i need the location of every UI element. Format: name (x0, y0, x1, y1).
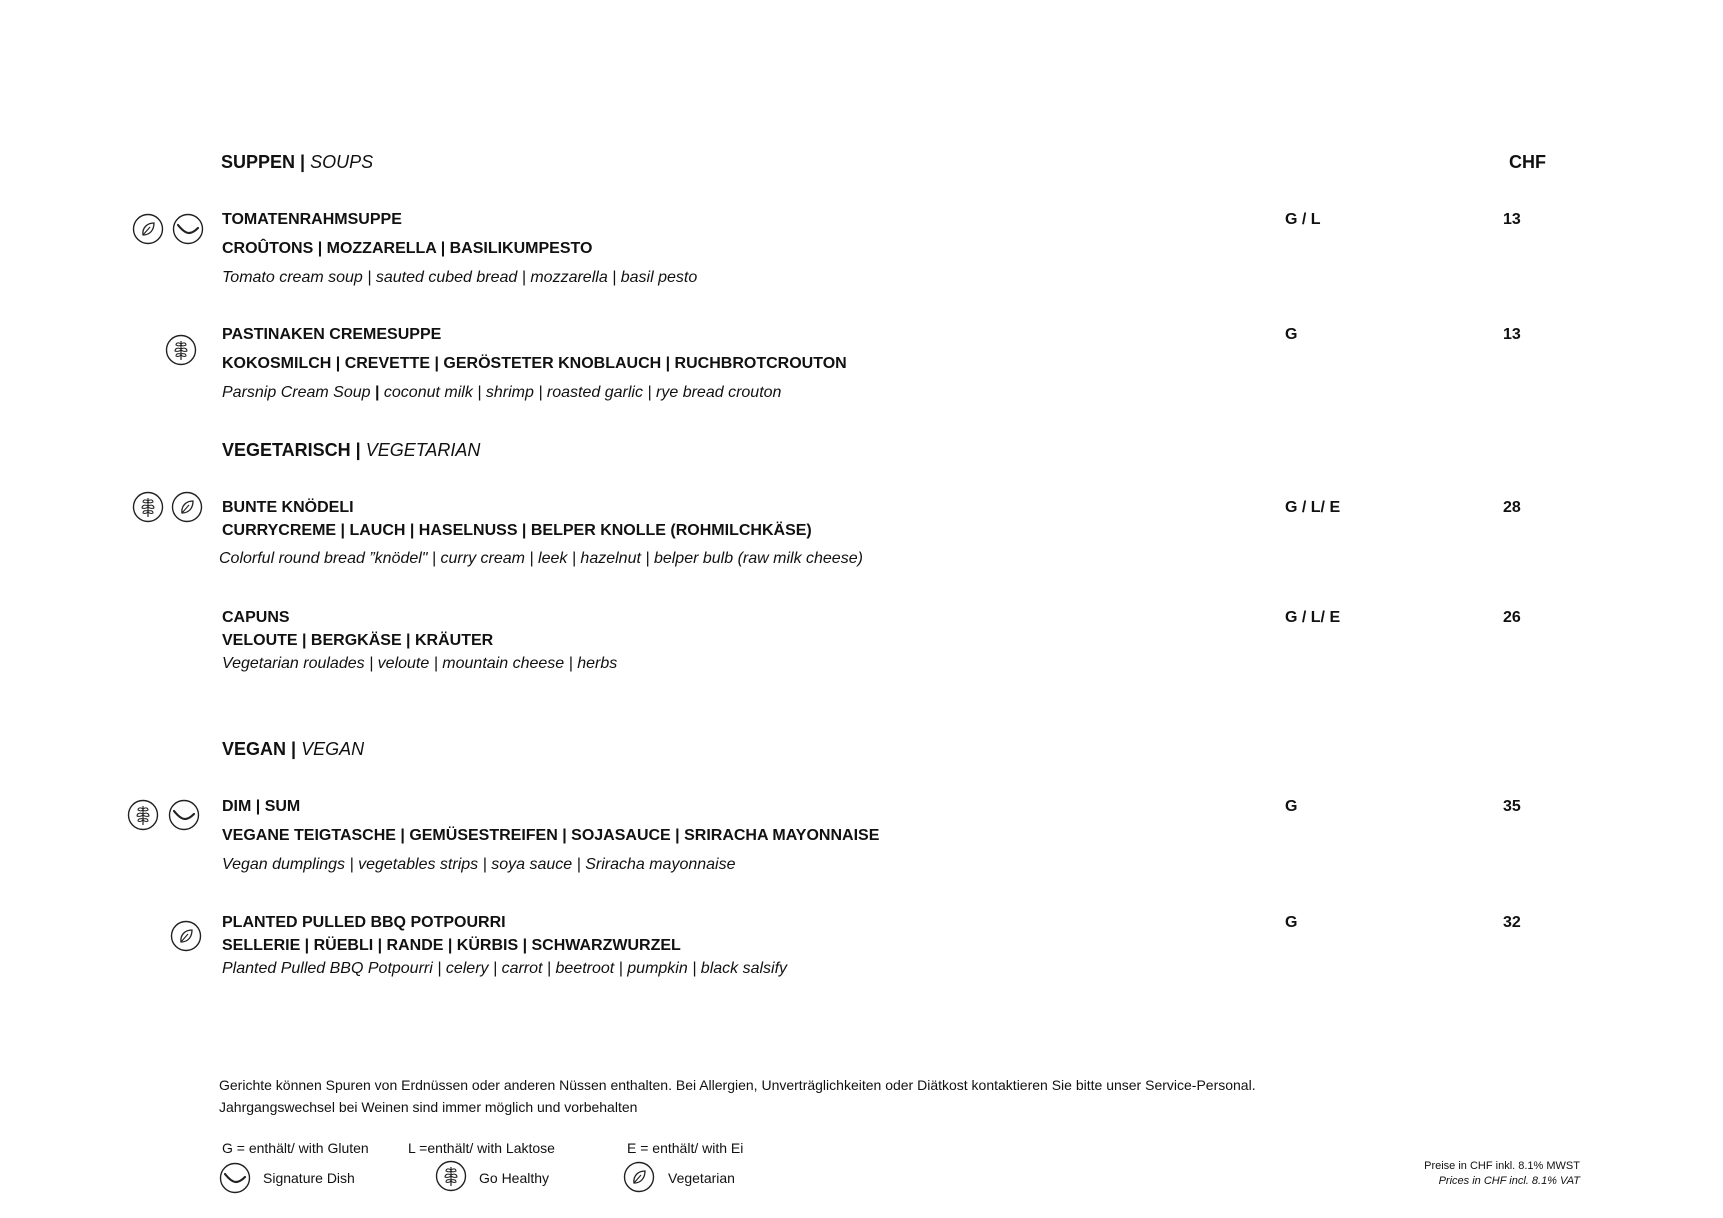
legend-vegetarian: Vegetarian (668, 1170, 735, 1186)
vegetarian-icon (623, 1161, 655, 1193)
dish-allergens: G / L/ E (1285, 499, 1341, 516)
dish-allergens: G (1285, 914, 1298, 931)
legend-gluten: G = enthält/ with Gluten (222, 1140, 369, 1156)
dish-price: 26 (1503, 609, 1521, 626)
vat-note-en: Prices in CHF incl. 8.1% VAT (1438, 1175, 1580, 1187)
vegetarian-icon (171, 491, 203, 523)
wine-vintage-note: Jahrgangswechsel bei Weinen sind immer möglich und vorbehalten (219, 1099, 638, 1115)
currency-header: CHF (1509, 152, 1546, 172)
dish-allergens: G / L/ E (1285, 609, 1341, 626)
dish-description-title: Parsnip Cream Soup (222, 384, 371, 401)
vegetarian-icon (132, 213, 164, 245)
legend-healthy: Go Healthy (479, 1170, 550, 1186)
section-title-de: VEGAN | (222, 739, 297, 759)
signature-dish-icon (172, 213, 204, 245)
section-title-en: SOUPS (310, 152, 374, 172)
dish-name: DIM | SUM (222, 798, 301, 815)
dish-ingredients: KOKOSMILCH | CREVETTE | GERÖSTETER KNOBLAUCH | RUCHBROTCROUTON (222, 355, 847, 372)
dish-ingredients: VEGANE TEIGTASCHE | GEMÜSESTREIFEN | SOJASAUCE | SRIRACHA MAYONNAISE (222, 827, 880, 844)
signature-dish-icon (219, 1162, 251, 1194)
allergy-note: Gerichte können Spuren von Erdnüssen oder anderen Nüssen enthalten. Bei Allergien, Unverträglichkeiten oder Diätkost kontaktieren Sie bitte unser Service-Personal. (219, 1077, 1256, 1093)
dish-ingredients: CURRYCREME | LAUCH | HASELNUSS | BELPER KNOLLE (ROHMILCHKÄSE) (222, 522, 812, 539)
section-title-de: SUPPEN | (221, 152, 306, 172)
dish-ingredients: VELOUTE | BERGKÄSE | KRÄUTER (222, 632, 494, 649)
vegetarian-icon (170, 920, 202, 952)
go-healthy-icon (127, 799, 159, 831)
vat-note (1280, 1160, 1580, 1187)
section-title-vegetarian (222, 440, 480, 461)
section-title-de: VEGETARISCH | (222, 440, 361, 460)
dish-description: Planted Pulled BBQ Potpourri | celery | carrot | beetroot | pumpkin | black salsify (222, 960, 788, 977)
dish-ingredients: CROÛTONS | MOZZARELLA | BASILIKUMPESTO (222, 240, 593, 257)
dish-allergens: G / L (1285, 211, 1321, 228)
section-title-en: VEGETARIAN (365, 440, 481, 460)
dish-description: Tomato cream soup | sauted cubed bread | mozzarella | basil pesto (222, 269, 698, 286)
dish-allergens: G (1285, 326, 1298, 343)
dish-description: Vegetarian roulades | veloute | mountain cheese | herbs (222, 655, 618, 672)
dish-price: 28 (1503, 499, 1521, 516)
dish-price: 32 (1503, 914, 1521, 931)
dish-description-separator: | (374, 384, 380, 401)
dish-price: 13 (1503, 326, 1521, 343)
dish-allergens: G (1285, 798, 1298, 815)
dish-ingredients: SELLERIE | RÜEBLI | RANDE | KÜRBIS | SCHWARZWURZEL (222, 937, 681, 954)
go-healthy-icon (435, 1160, 467, 1192)
legend-signature: Signature Dish (263, 1170, 355, 1186)
dish-description: Vegan dumplings | vegetables strips | soya sauce | Sriracha mayonnaise (222, 856, 736, 873)
dish-name: CAPUNS (222, 609, 290, 626)
section-title-vegan (222, 739, 364, 760)
dish-description (222, 384, 781, 402)
vat-note-de: Preise in CHF inkl. 8.1% MWST (1424, 1160, 1580, 1172)
dish-name: TOMATENRAHMSUPPE (222, 211, 402, 228)
section-title-en: VEGAN (301, 739, 365, 759)
section-title-soups (221, 152, 373, 173)
dish-description-text: coconut milk | shrimp | roasted garlic | rye bread crouton (383, 384, 782, 401)
dish-price: 35 (1503, 798, 1521, 815)
dish-name: PLANTED PULLED BBQ POTPOURRI (222, 914, 506, 931)
dish-name: PASTINAKEN CREMESUPPE (222, 326, 442, 343)
dish-description: Colorful round bread ”knödel" | curry cream | leek | hazelnut | belper bulb (raw milk cheese) (219, 550, 863, 567)
legend-egg: E = enthält/ with Ei (627, 1140, 744, 1156)
dish-name: BUNTE KNÖDELI (222, 499, 354, 516)
signature-dish-icon (168, 799, 200, 831)
legend-lactose: L =enthält/ with Laktose (408, 1140, 555, 1156)
dish-price: 13 (1503, 211, 1521, 228)
go-healthy-icon (132, 491, 164, 523)
go-healthy-icon (165, 334, 197, 366)
